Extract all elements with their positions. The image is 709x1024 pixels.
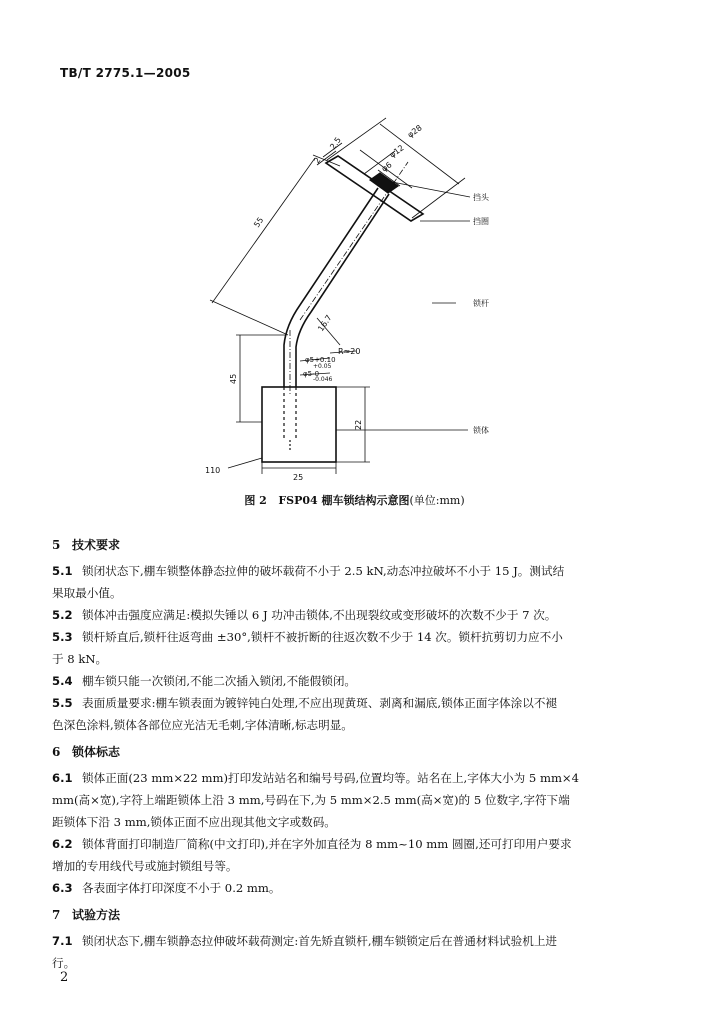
page-number: 2 <box>60 970 69 985</box>
para-5-4: 5.4 棚车锁只能一次锁闭,不能二次插入锁闭,不能假锁闭。 <box>52 674 357 688</box>
para-6-2: 6.2 锁体背面打印制造厂简称(中文打印),并在字外加直径为 8 mm~10 mm 圆圈,还可打印用户要求 增加的专用线代号或施封锁组号等。 <box>52 837 572 873</box>
dim-d6: φ6 <box>379 160 394 174</box>
section-6-heading: 6 锁体标志 <box>52 745 121 759</box>
dim-d5a-sub: +0.05 <box>313 363 332 370</box>
lock-body-shape <box>262 387 336 462</box>
dim-t2-5: 2.5 <box>328 135 343 152</box>
dim-h10: 110 <box>205 466 221 475</box>
label-disc: 挡圈 <box>473 217 489 226</box>
dim-l55: 55 <box>252 215 266 230</box>
label-body: 锁体 <box>473 426 489 435</box>
dim-d12: φ12 <box>387 143 406 160</box>
section-5-heading: 5 技术要求 <box>52 538 121 552</box>
para-7-1: 7.1 锁闭状态下,棚车锁静态拉伸破坏载荷测定:首先矫直锁杆,棚车锁锁定后在普通材料试验机上进 行。 <box>52 934 558 970</box>
dim-h22: 22 <box>354 419 363 430</box>
dim-d5b-sub: -0.046 <box>313 376 333 383</box>
dim-d5a: φ5+0.10 <box>305 356 336 364</box>
para-6-3: 6.3 各表面字体打印深度不小于 0.2 mm。 <box>52 881 281 895</box>
dim-r20: R≈20 <box>338 347 361 356</box>
para-5-2: 5.2 锁体冲击强度应满足:模拟失锤以 6 J 功冲击锁体,不出现裂纹或变形破坏的次数不少于 7 次。 <box>52 608 557 622</box>
label-rod: 锁杆 <box>473 299 489 308</box>
section-7-heading: 7 试验方法 <box>52 908 121 922</box>
dim-h45: 45 <box>229 373 238 384</box>
figure-caption <box>0 492 709 508</box>
caption-number: 图 2 <box>244 494 267 507</box>
para-6-1: 6.1 锁体正面(23 mm×22 mm)打印发站站名和编号号码,位置均等。站名在上,字体大小为 5 mm×4 mm(高×宽),字符上端距锁体上沿 3 mm,号码在下,为 5 mm×2.5 mm(高×宽)的 5 位数字,字符下端 距锁体下沿 3 mm,锁体正面不应出现其他文字或数码。 <box>52 771 580 829</box>
dim-d28: φ28 <box>405 123 424 140</box>
dim-l16: 16.7 <box>316 313 334 334</box>
dim-d5b: φ5-0 <box>303 370 320 378</box>
para-5-1: 5.1 锁闭状态下,棚车锁整体静态拉伸的破坏载荷不小于 2.5 kN,动态冲拉破坏不小于 15 J。测试结 果取最小值。 <box>52 564 565 600</box>
para-5-5: 5.5 表面质量要求:棚车锁表面为镀锌钝白处理,不应出现黄斑、剥离和漏底,锁体正面字体涂以不褪 色深色涂料,锁体各部位应光洁无毛刺,字体清晰,标志明显。 <box>52 696 558 732</box>
dim-t2: 2 <box>312 155 323 166</box>
dim-w25: 25 <box>293 473 304 482</box>
caption-title: FSP04 棚车锁结构示意图 <box>278 494 410 507</box>
document-code: TB/T 2775.1—2005 <box>60 66 191 80</box>
label-cap: 挡头 <box>473 193 489 202</box>
para-5-3: 5.3 锁杆矫直后,锁杆往返弯曲 ±30°,锁杆不被折断的往返次数不少于 14 次。锁杆抗剪切力应不小 于 8 kN。 <box>52 630 563 666</box>
caption-unit: (单位:mm) <box>409 494 465 507</box>
